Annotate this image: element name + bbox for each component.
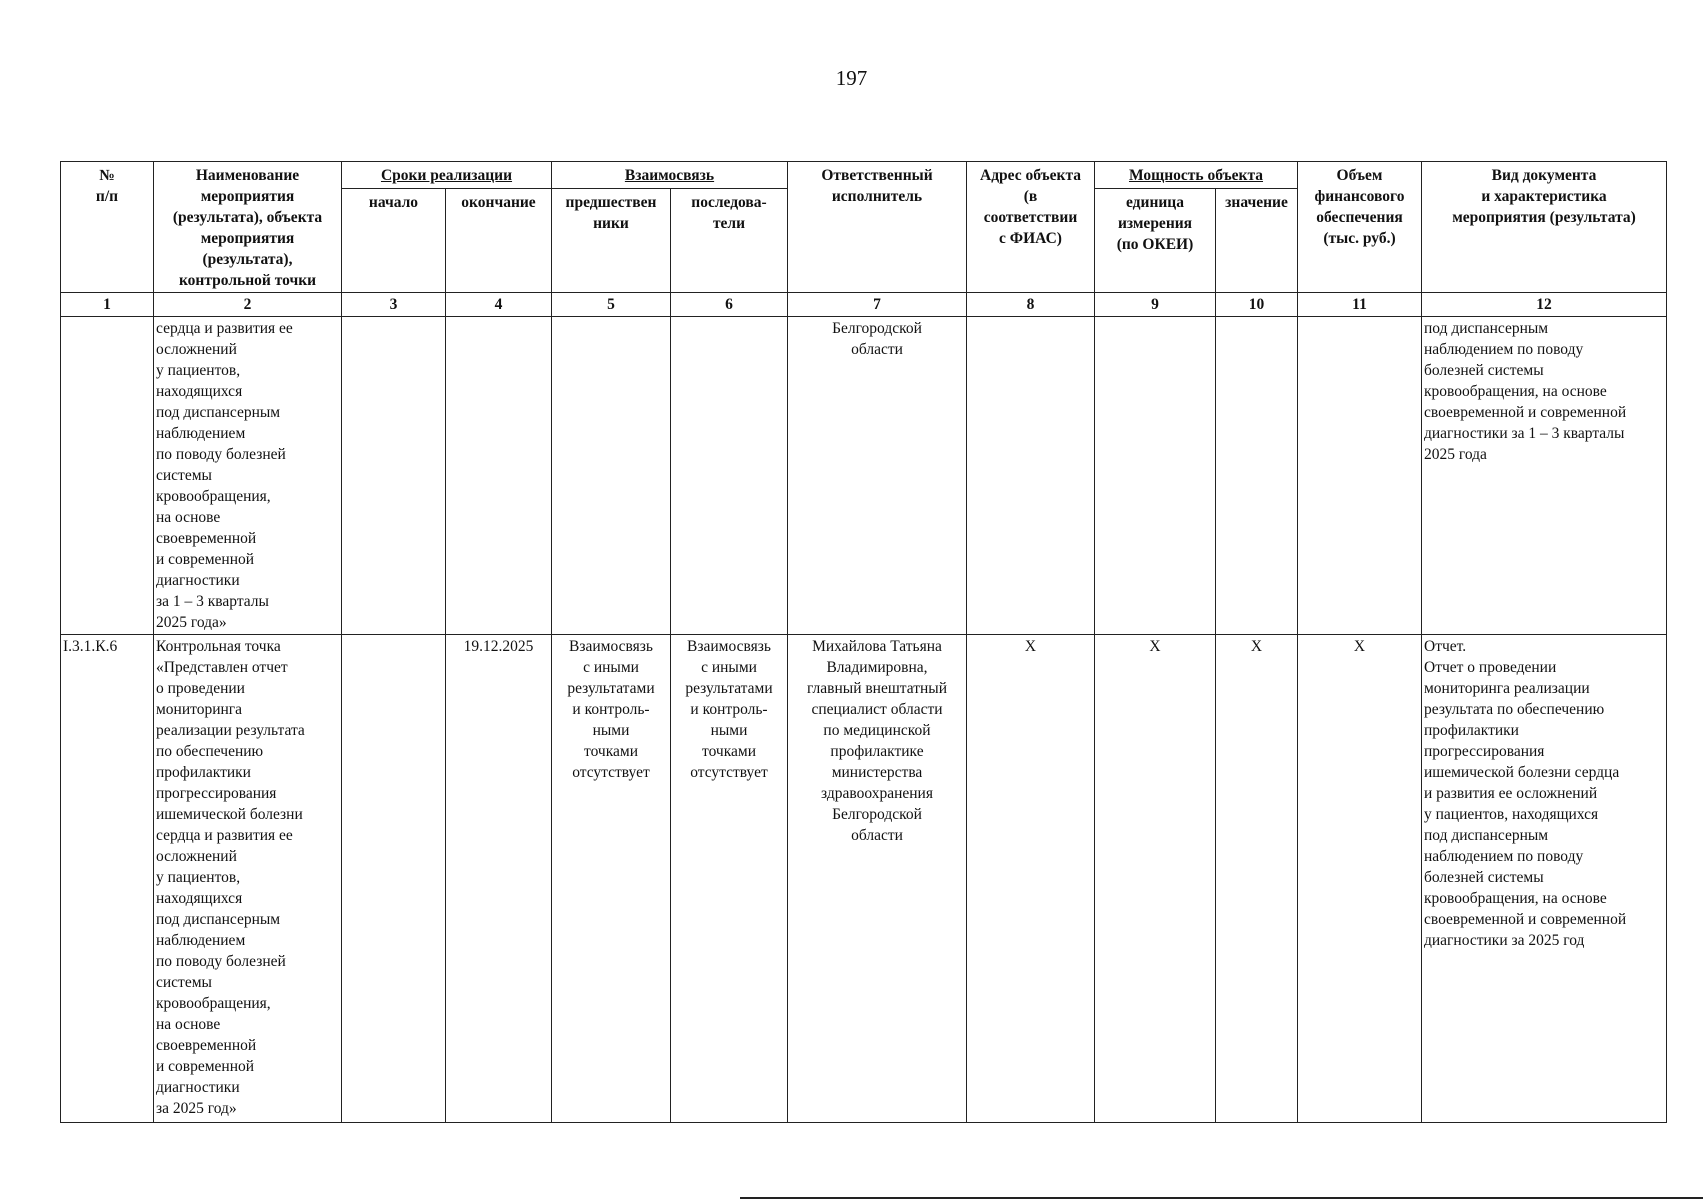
header-value: значение xyxy=(1216,188,1298,292)
column-number: 8 xyxy=(967,293,1095,317)
column-number: 6 xyxy=(671,293,788,317)
header-terms-label: Сроки реализации xyxy=(380,167,513,184)
row-responsible: Белгородской области xyxy=(788,317,967,635)
header-successors: последова- тели xyxy=(671,188,788,292)
row-end: 19.12.2025 xyxy=(446,635,552,1123)
row-predecessors xyxy=(552,317,671,635)
row-name: сердца и развития ее осложнений у пациентов, находящихся под диспансерным наблюдением по поводу болезней системы кровообращения, на основе своевременной и современной диагностики за 1 – 3 кварталы 2025 года» xyxy=(154,317,342,635)
row-predecessors: Взаимосвязь с иными результатами и контроль- ными точками отсутствует xyxy=(552,635,671,1123)
row-end xyxy=(446,317,552,635)
row-unit xyxy=(1095,317,1216,635)
row-responsible: Михайлова Татьяна Владимировна, главный внештатный специалист области по медицинской профилактике министерства здравоохранения Белгородской области xyxy=(788,635,967,1123)
column-number: 10 xyxy=(1216,293,1298,317)
row-unit: Х xyxy=(1095,635,1216,1123)
header-end: окончание xyxy=(446,188,552,292)
header-unit: единица измерения (по ОКЕИ) xyxy=(1095,188,1216,292)
row-successors xyxy=(671,317,788,635)
header-start: начало xyxy=(342,188,446,292)
column-number: 4 xyxy=(446,293,552,317)
column-number: 2 xyxy=(154,293,342,317)
row-code: I.3.1.К.6 xyxy=(61,635,154,1123)
row-start xyxy=(342,317,446,635)
row-start xyxy=(342,635,446,1123)
column-number: 11 xyxy=(1298,293,1422,317)
header-num: № п/п xyxy=(61,162,154,293)
row-value: Х xyxy=(1216,635,1298,1123)
header-responsible: Ответственный исполнитель xyxy=(788,162,967,293)
header-row-1 xyxy=(61,162,1667,189)
table-row xyxy=(61,317,1667,635)
scan-edge-line xyxy=(740,1197,1703,1199)
header-relation xyxy=(552,162,788,189)
row-address: Х xyxy=(967,635,1095,1123)
header-terms xyxy=(342,162,552,189)
row-address xyxy=(967,317,1095,635)
header-document: Вид документа и характеристика мероприятия (результата) xyxy=(1422,162,1667,293)
row-finance xyxy=(1298,317,1422,635)
header-name: Наименование мероприятия (результата), объекта мероприятия (результата), контрольной точки xyxy=(154,162,342,293)
column-number: 7 xyxy=(788,293,967,317)
row-value xyxy=(1216,317,1298,635)
table-row xyxy=(61,635,1667,1123)
header-power-label: Мощность объекта xyxy=(1128,167,1264,184)
column-numbers-row xyxy=(61,293,1667,317)
row-document: под диспансерным наблюдением по поводу болезней системы кровообращения, на основе своевременной и современной диагностики за 1 – 3 кварталы 2025 года xyxy=(1422,317,1667,635)
row-name: Контрольная точка «Представлен отчет о проведении мониторинга реализации результата по обеспечению профилактики прогрессирования ишемической болезни сердца и развития ее осложнений у пациентов, находящихся под диспансерным наблюдением по поводу болезней системы кровообращения, на основе своевременной и современной диагностики за 2025 год» xyxy=(154,635,342,1123)
header-address: Адрес объекта (в соответствии с ФИАС) xyxy=(967,162,1095,293)
row-successors: Взаимосвязь с иными результатами и контроль- ными точками отсутствует xyxy=(671,635,788,1123)
row-finance: Х xyxy=(1298,635,1422,1123)
row-code xyxy=(61,317,154,635)
project-plan-table xyxy=(60,161,1667,1123)
row-document: Отчет. Отчет о проведении мониторинга реализации результата по обеспечению профилактики прогрессирования ишемической болезни сердца и развития ее осложнений у пациентов, находящихся под диспансерным наблюдением по поводу болезней системы кровообращения, на основе своевременной и современной диагностики за 2025 год xyxy=(1422,635,1667,1123)
header-finance: Объем финансового обеспечения (тыс. руб.) xyxy=(1298,162,1422,293)
column-number: 3 xyxy=(342,293,446,317)
header-relation-label: Взаимосвязь xyxy=(624,167,715,184)
header-power xyxy=(1095,162,1298,189)
header-predecessors: предшествен ники xyxy=(552,188,671,292)
page-number: 197 xyxy=(835,66,868,90)
column-number: 5 xyxy=(552,293,671,317)
column-number: 12 xyxy=(1422,293,1667,317)
column-number: 1 xyxy=(61,293,154,317)
column-number: 9 xyxy=(1095,293,1216,317)
